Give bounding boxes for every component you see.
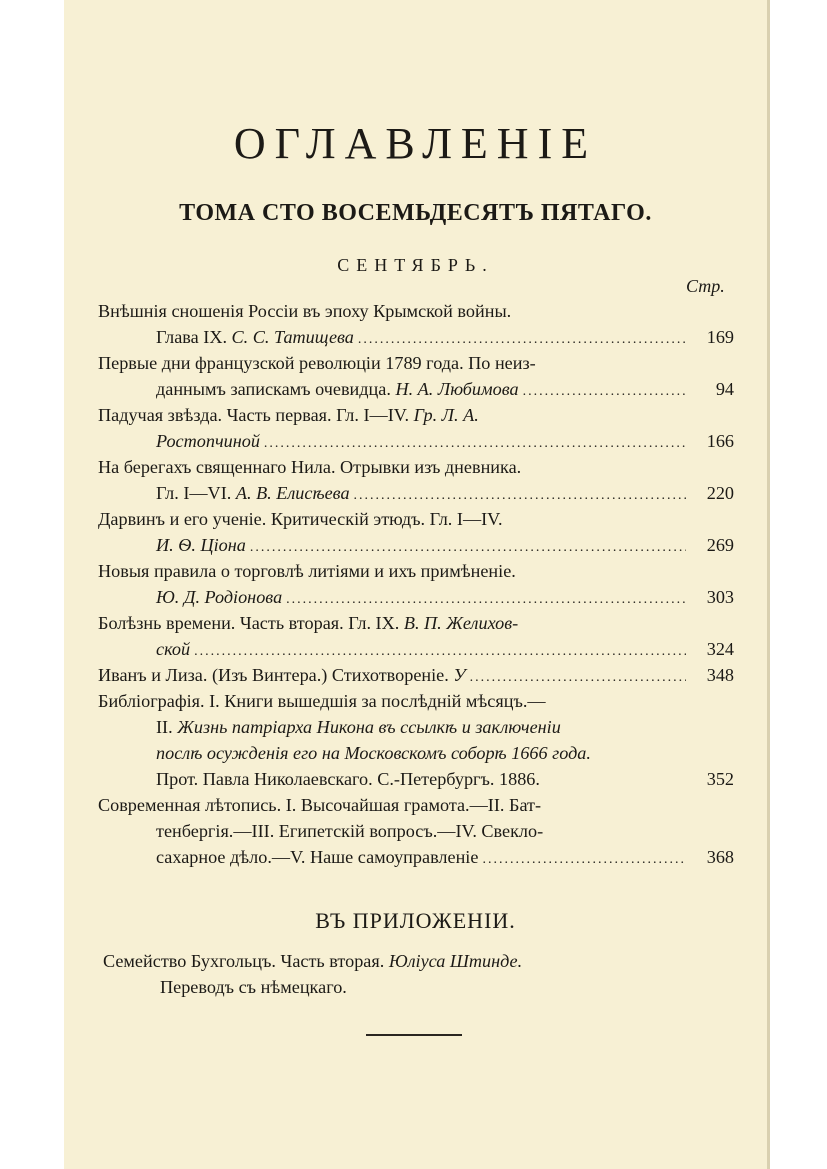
entry-text: Глава IX. — [156, 327, 232, 347]
toc-entry — [98, 454, 734, 506]
entry-text: тенбергія.—III. Египетскій вопросъ.—IV. Свекло- — [156, 821, 544, 841]
toc-line — [98, 506, 734, 532]
volume-subtitle: ТОМА СТО ВОСЕМЬДЕСЯТЪ ПЯТАГО. — [179, 200, 652, 226]
toc-line — [98, 532, 734, 558]
entry-title — [156, 376, 519, 402]
page-column-header: Стр. — [686, 276, 725, 296]
entry-author: А. В. Елисѣева — [235, 483, 350, 503]
toc-line — [98, 636, 734, 662]
toc-line — [98, 662, 734, 688]
toc-line — [98, 324, 734, 350]
appendix-entry — [103, 948, 723, 1000]
page-number: 169 — [706, 327, 734, 347]
toc-entry — [98, 662, 734, 688]
month-heading: СЕНТЯБРЬ. — [337, 255, 494, 275]
toc-line — [98, 350, 734, 376]
entry-author: послѣ осужденія его на Московскомъ соборѣ 1666 года. — [156, 743, 591, 763]
toc-line — [98, 714, 734, 740]
entry-title — [156, 428, 260, 454]
toc-line — [98, 610, 734, 636]
toc-line — [98, 792, 734, 818]
entry-title — [156, 324, 354, 350]
appendix-translation: Переводъ съ нѣмецкаго. — [160, 977, 347, 997]
entry-text: На берегахъ священнаго Нила. Отрывки изъ дневника. — [98, 457, 522, 477]
page-title: ОГЛАВЛЕНІЕ — [233, 119, 598, 168]
appendix-line — [103, 948, 723, 974]
entry-author: Ростопчиной — [156, 431, 260, 451]
page-number: 166 — [706, 431, 734, 451]
entry-title — [156, 636, 190, 662]
toc-entry — [98, 688, 734, 792]
appendix-author: Юліуса Штинде. — [388, 951, 523, 971]
entry-title — [156, 584, 282, 610]
scan-edge — [767, 0, 770, 1169]
closing-rule — [366, 1034, 462, 1036]
toc-line — [98, 480, 734, 506]
entry-text: Гл. I—VI. — [156, 483, 236, 503]
entry-author: С. С. Татищева — [231, 327, 354, 347]
toc-entry — [98, 402, 734, 454]
appendix-line — [103, 974, 723, 1000]
page-number: 220 — [706, 483, 734, 503]
entry-text: Дарвинъ и его ученіе. Критическій этюдъ. Гл. I—IV. — [98, 509, 503, 529]
toc-line — [98, 584, 734, 610]
appendix-heading: ВЪ ПРИЛОЖЕНІИ. — [315, 908, 516, 933]
page-number: 94 — [715, 379, 734, 399]
appendix-text: Семейство Бухгольцъ. Часть вторая. — [103, 951, 389, 971]
toc-line — [98, 298, 734, 324]
entry-author: Ю. Д. Родіонова — [156, 587, 283, 607]
toc-line — [98, 844, 734, 870]
page-number: 269 — [706, 535, 734, 555]
dot-leader — [523, 379, 686, 405]
toc-entry — [98, 506, 734, 558]
entry-text: Болѣзнь времени. Часть вторая. Гл. IX. — [98, 613, 404, 633]
table-of-contents — [98, 298, 734, 870]
entry-author: Н. А. Любимова — [395, 379, 519, 399]
entry-text: Падучая звѣзда. Часть первая. Гл. I—IV. — [98, 405, 414, 425]
entry-text: Современная лѣтопись. I. Высочайшая грамота.—II. Бат- — [98, 795, 542, 815]
entry-title — [156, 480, 350, 506]
entry-text: даннымъ запискамъ очевидца. — [156, 379, 396, 399]
toc-line — [98, 428, 734, 454]
page-number: 324 — [706, 639, 734, 659]
toc-line — [98, 376, 734, 402]
toc-line — [98, 766, 734, 792]
entry-text: Прот. Павла Николаевскаго. С.-Петербургъ. 1886. — [156, 769, 540, 789]
page-number: 348 — [706, 665, 734, 685]
entry-author: Жизнь патріарха Никона въ ссылкѣ и заключеніи — [177, 717, 561, 737]
entry-text: Новыя правила о торговлѣ литіями и ихъ примѣненіе. — [98, 561, 516, 581]
toc-entry — [98, 350, 734, 402]
toc-entry — [98, 298, 734, 350]
toc-line — [98, 740, 734, 766]
entry-text: II. — [156, 717, 178, 737]
toc-line — [98, 688, 734, 714]
dot-leader — [482, 847, 686, 873]
toc-line — [98, 402, 734, 428]
entry-title — [156, 844, 478, 870]
entry-author: И. Ѳ. Ціона — [156, 535, 246, 555]
entry-text: Внѣшнія сношенія Россіи въ эпоху Крымской войны. — [98, 301, 512, 321]
entry-text: Иванъ и Лиза. (Изъ Винтера.) Стихотвореніе. — [98, 665, 454, 685]
entry-author: В. П. Желихов- — [403, 613, 519, 633]
page-number: 352 — [706, 769, 734, 789]
entry-title — [98, 662, 466, 688]
entry-text: сахарное дѣло.—V. Наше самоуправленіе — [156, 847, 479, 867]
page-number: 368 — [706, 847, 734, 867]
entry-text: Библіографія. I. Книги вышедшія за послѣдній мѣсяцъ.— — [98, 691, 546, 711]
entry-text: Первые дни французской революціи 1789 года. По неиз- — [98, 353, 536, 373]
toc-entry — [98, 792, 734, 870]
entry-title — [156, 532, 246, 558]
entry-author: Гр. Л. А. — [413, 405, 479, 425]
entry-author: ской — [156, 639, 191, 659]
toc-line — [98, 558, 734, 584]
toc-line — [98, 454, 734, 480]
page-number: 303 — [706, 587, 734, 607]
entry-title — [156, 766, 540, 792]
toc-entry — [98, 558, 734, 610]
toc-line — [98, 818, 734, 844]
entry-author: У — [453, 665, 466, 685]
toc-entry — [98, 610, 734, 662]
